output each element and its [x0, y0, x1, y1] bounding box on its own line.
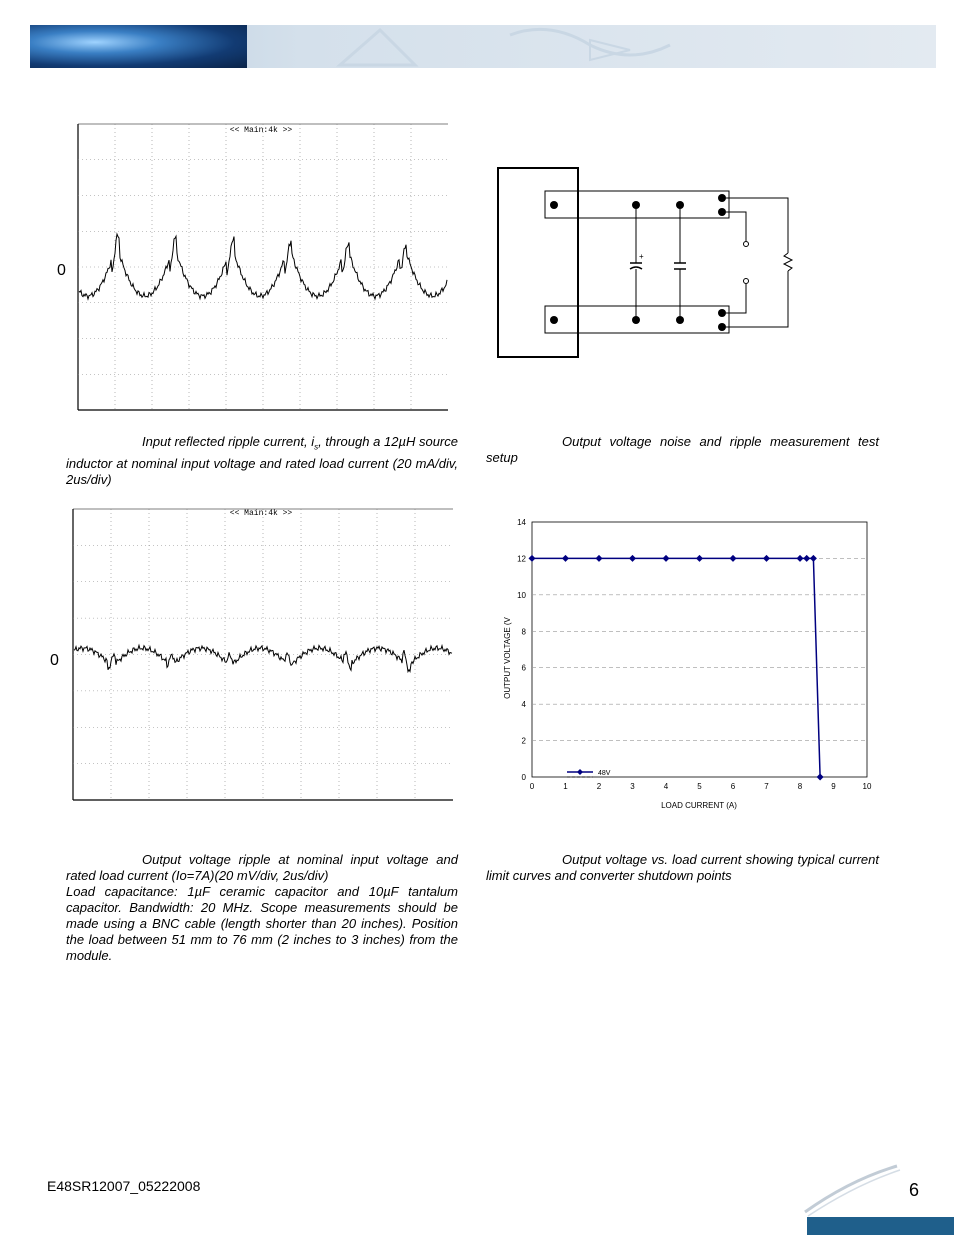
x-tick-label: 6: [730, 782, 736, 791]
footer-swoosh: [800, 1160, 954, 1235]
chart-ylabel: OUTPUT VOLTAGE (V: [503, 617, 512, 699]
caption-test-setup: Output voltage noise and ripple measurement test setup: [486, 434, 879, 465]
caption-output-ripple: Output voltage ripple at nominal input voltage and rated load current (Io=7A)(20 mV/div, 2us/div) Load capacitance: 1µF ceramic capacitor and 10µF tantalum capacitor. Bandwidth: 20 MHz. Scope measurements should be made using a BNC cable (length shorter than 20 inches). Position the load between 51 mm to 76 mm (2 inches to 3 inches) from the module.: [66, 852, 458, 963]
data-point: [663, 555, 670, 562]
x-tick-label: 3: [630, 782, 635, 791]
caption-input-ripple: Input reflected ripple current, $i_s$, through a 12µH source inductor at nominal input voltage and rated load current (20 mA/div, 2us/div): [66, 434, 458, 487]
x-tick-label: 8: [797, 782, 803, 791]
y-tick-label: 0: [521, 773, 526, 782]
data-point: [629, 555, 636, 562]
data-point: [596, 555, 603, 562]
x-tick-label: 4: [663, 782, 669, 791]
scope-output-ripple: [71, 507, 455, 802]
scope-input-ripple: [76, 122, 450, 412]
caption-voltage-vs-current: Output voltage vs. load current showing typical current limit curves and converter shutdown points: [486, 852, 879, 883]
chart-legend: [567, 769, 611, 777]
y-tick-label: 12: [517, 554, 526, 564]
x-tick-label: 0: [529, 782, 535, 791]
data-point: [803, 555, 810, 562]
data-point: [730, 555, 737, 562]
y-tick-label: 2: [521, 736, 526, 746]
scope1-zero-label: 0: [57, 262, 66, 279]
scope-title: << Main:4k >>: [229, 509, 293, 518]
data-point: [817, 774, 824, 781]
measurement-test-circuit: [496, 165, 796, 365]
scope2-zero-label: 0: [50, 652, 59, 669]
data-point: [529, 555, 536, 562]
page-number: 6: [909, 1180, 920, 1200]
legend-label: 48V: [598, 770, 611, 777]
data-point: [562, 555, 569, 562]
y-tick-label: 10: [517, 590, 526, 600]
data-point: [810, 555, 817, 562]
output-voltage-chart: [495, 510, 880, 820]
doc-code: E48SR12007_05222008: [47, 1178, 201, 1194]
x-tick-label: 1: [563, 782, 568, 791]
data-point: [797, 555, 804, 562]
svg-text:+: +: [639, 252, 644, 261]
scope-title: << Main:4k >>: [229, 126, 293, 135]
y-tick-label: 8: [521, 627, 526, 637]
chart-xlabel: LOAD CURRENT (A): [661, 801, 737, 810]
y-tick-label: 4: [521, 700, 526, 710]
x-tick-label: 9: [831, 782, 836, 791]
data-point: [763, 555, 770, 562]
x-tick-label: 2: [596, 782, 602, 791]
header-banner: [30, 25, 936, 68]
y-tick-label: 14: [517, 518, 526, 527]
y-tick-label: 6: [521, 663, 526, 673]
banner-pattern: [30, 25, 936, 68]
x-tick-label: 5: [697, 782, 702, 791]
data-point: [696, 555, 703, 562]
x-tick-label: 10: [862, 782, 872, 791]
x-tick-label: 7: [764, 782, 769, 791]
